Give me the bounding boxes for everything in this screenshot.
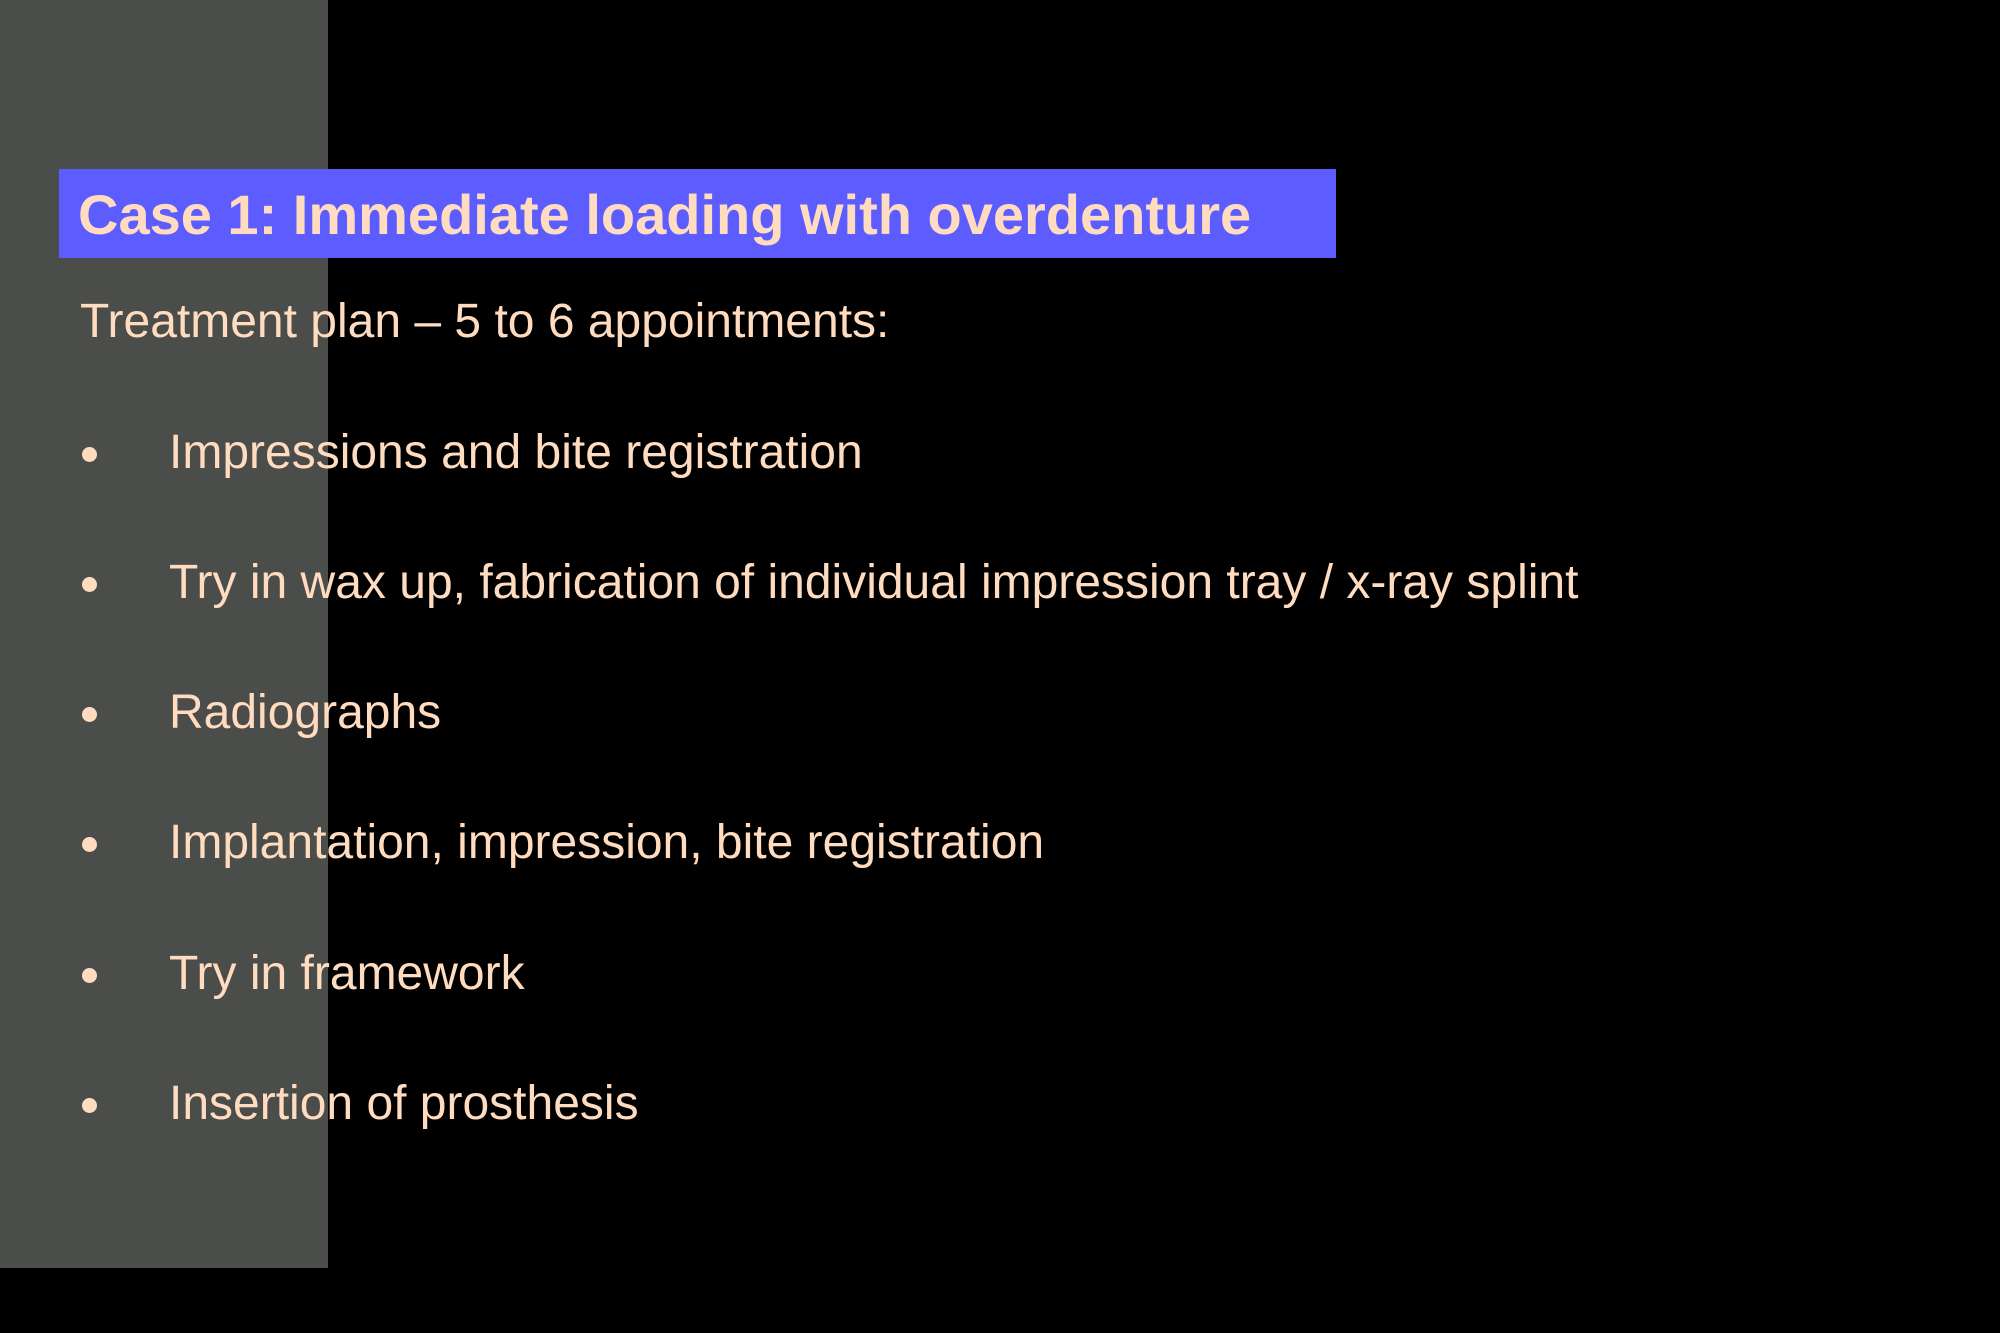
list-item [80,1074,1880,1134]
bullet-dot-icon [82,1098,97,1113]
bullet-dot-icon [82,837,97,852]
bullet-dot-icon [82,968,97,983]
bullet-text: Insertion of prosthesis [169,1077,639,1130]
bullet-dot-icon [82,577,97,592]
bullet-text: Try in wax up, fabrication of individual impression tray / x-ray splint [169,556,1579,609]
list-item [80,813,1880,873]
slide-subtitle: Treatment plan – 5 to 6 appointments: [80,295,890,348]
list-item [80,944,1880,1004]
list-item [80,423,1880,483]
slide-title: Case 1: Immediate loading with overdenture [78,183,1252,246]
list-item [80,553,1880,613]
bullet-text: Implantation, impression, bite registration [169,816,1045,869]
bullet-dot-icon [82,447,97,462]
bullet-dot-icon [82,707,97,722]
bullet-text: Try in framework [169,947,525,1000]
bullet-text: Radiographs [169,686,442,739]
bullet-text: Impressions and bite registration [169,426,863,479]
list-item [80,683,1880,743]
